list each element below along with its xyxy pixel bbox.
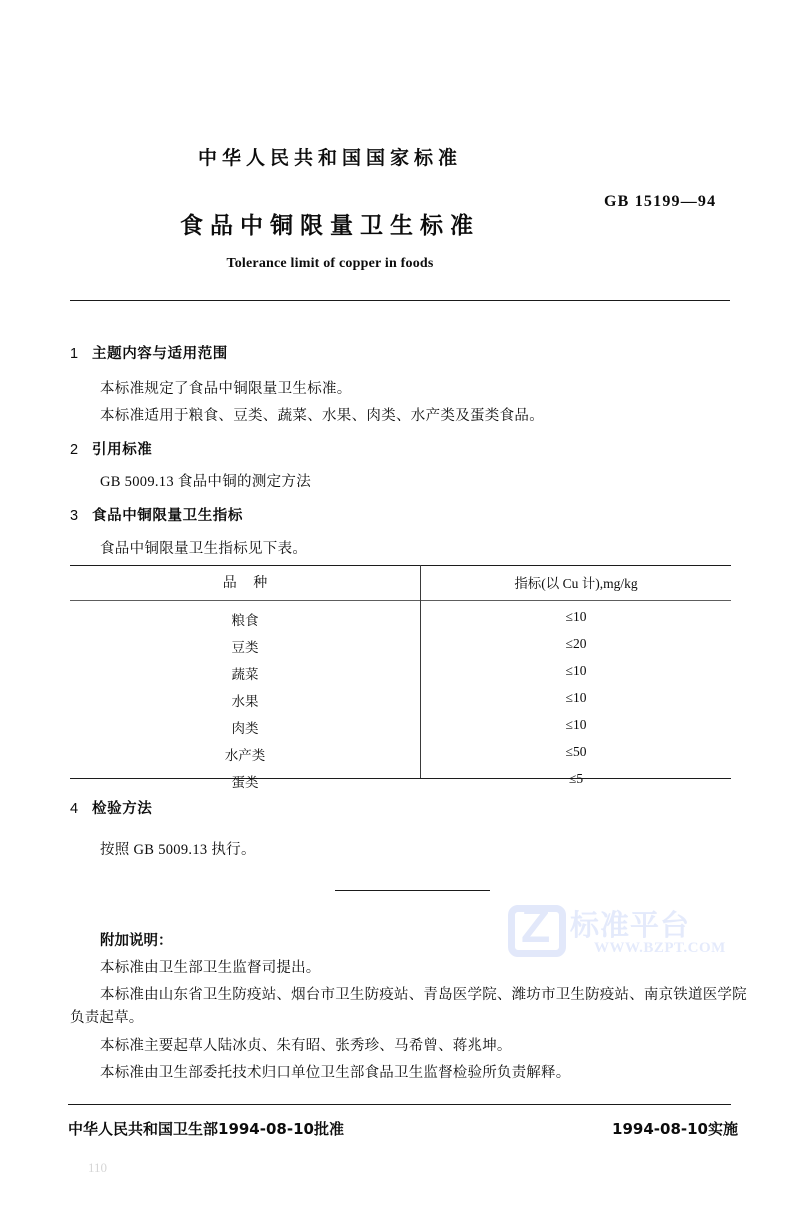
copper-limit-table — [70, 565, 731, 791]
section-1-line-2: 本标准适用于粮食、豆类、蔬菜、水果、肉类、水产类及蛋类食品。 — [100, 408, 544, 424]
table-header-category: 品 种 — [222, 575, 268, 591]
appendix-line-2: 本标准由山东省卫生防疫站、烟台市卫生防疫站、青岛医学院、潍坊市卫生防疫站、南京铁道医学院 — [100, 987, 747, 1003]
table-row-value: ≤10 — [565, 663, 587, 678]
watermark-logo-icon — [508, 905, 566, 957]
section-heading-3 — [70, 504, 243, 525]
appendix-line-3: 负责起草。 — [70, 1010, 144, 1026]
table-row: 水果 — [231, 694, 259, 710]
english-title: Tolerance limit of copper in foods — [226, 256, 434, 271]
section-1-line-1: 本标准规定了食品中铜限量卫生标准。 — [100, 381, 352, 397]
national-standard-title: 中华人民共和国国家标准 — [197, 147, 462, 169]
table-row-value: ≤5 — [568, 771, 584, 786]
section-4-line-1: 按照 GB 5009.13 执行。 — [100, 842, 256, 858]
implementation-date: 1994-08-10实施 — [612, 1120, 738, 1138]
table-top-border — [70, 565, 731, 566]
section-title-2: 引用标准 — [92, 442, 153, 458]
section-number-3: 3 — [70, 508, 79, 524]
table-row: 肉类 — [231, 721, 259, 737]
table-row-value: ≤10 — [565, 690, 587, 705]
table-row: 豆类 — [231, 640, 259, 656]
page-number: 110 — [88, 1160, 108, 1175]
table-header-limit: 指标(以 Cu 计),mg/kg — [514, 576, 638, 591]
table-row-value: ≤50 — [565, 744, 587, 759]
approval-statement: 中华人民共和国卫生部1994-08-10批准 — [68, 1120, 344, 1138]
table-row: 蔬菜 — [231, 667, 259, 683]
watermark-chinese-text: 标准平台 — [570, 908, 691, 942]
standard-code: GB 15199—94 — [604, 193, 717, 210]
page-title: 食品中铜限量卫生标准 — [180, 213, 480, 239]
section-title-1: 主题内容与适用范围 — [92, 346, 228, 362]
appendix-line-1: 本标准由卫生部卫生监督司提出。 — [100, 960, 321, 976]
table-row: 水产类 — [224, 748, 266, 764]
watermark — [508, 903, 748, 973]
table-row: 蛋类 — [231, 775, 259, 791]
section-heading-1 — [70, 342, 228, 363]
section-number-4: 4 — [70, 801, 79, 817]
section-2-line-1: GB 5009.13 食品中铜的测定方法 — [100, 474, 312, 490]
section-heading-4 — [70, 797, 152, 818]
table-row-value: ≤20 — [565, 636, 587, 651]
watermark-url-text: WWW.BZPT.COM — [594, 940, 726, 956]
header-divider — [70, 300, 730, 301]
section-title-3: 食品中铜限量卫生指标 — [92, 508, 243, 524]
section-number-1: 1 — [70, 346, 79, 362]
table-header-separator — [70, 600, 731, 601]
section-number-2: 2 — [70, 442, 79, 458]
footer-divider — [68, 1104, 731, 1105]
section-divider — [335, 890, 490, 891]
table-row-value: ≤10 — [565, 609, 587, 624]
section-title-4: 检验方法 — [92, 801, 153, 817]
appendix-line-5: 本标准由卫生部委托技术归口单位卫生部食品卫生监督检验所负责解释。 — [100, 1065, 571, 1081]
appendix-title: 附加说明： — [100, 933, 173, 949]
section-3-line-1: 食品中铜限量卫生指标见下表。 — [100, 541, 308, 557]
table-row: 粮食 — [231, 613, 259, 629]
appendix-line-4: 本标准主要起草人陆冰贞、朱有昭、张秀珍、马希曾、蒋兆坤。 — [100, 1038, 512, 1054]
section-heading-2 — [70, 438, 152, 459]
table-row-value: ≤10 — [565, 717, 587, 732]
